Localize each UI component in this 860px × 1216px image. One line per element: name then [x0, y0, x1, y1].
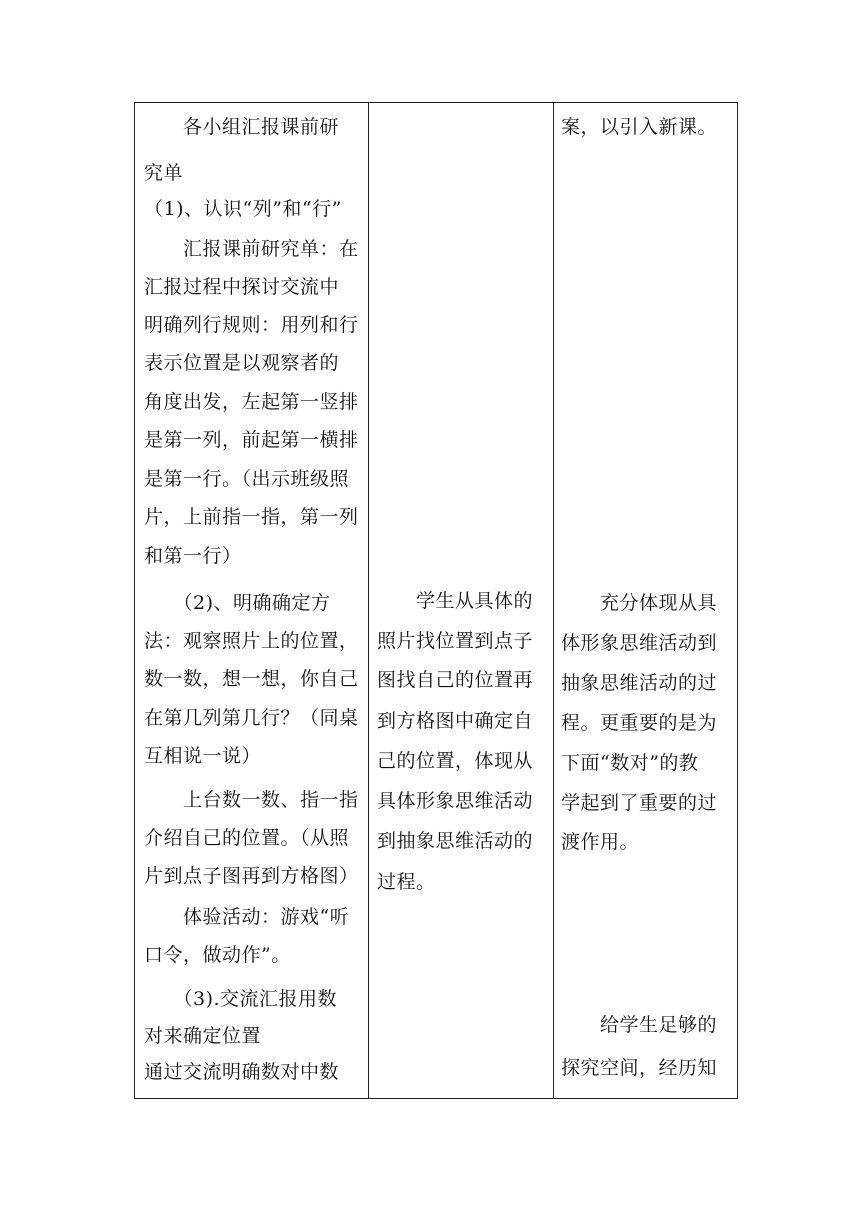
text-line: 具体形象思维活动 — [377, 790, 534, 812]
text-line: 体验活动：游戏“听 — [144, 906, 350, 928]
text-line: 法：观察照片上的位置， — [144, 630, 359, 652]
text-line: 程。更重要的是为 — [561, 712, 718, 734]
text-line: 学生从具体的 — [377, 590, 534, 612]
text-line: （3).交流汇报用数 — [144, 988, 338, 1010]
text-line: 汇报课前研究单：在 — [144, 238, 359, 260]
text-line: 和第一行） — [144, 545, 242, 567]
text-line: 究单 — [144, 162, 184, 184]
text-line: 对来确定位置 — [144, 1025, 262, 1047]
text-line: 到抽象思维活动的 — [377, 830, 534, 852]
text-line: 角度出发，左起第一竖排 — [144, 391, 359, 413]
text-line: 各小组汇报课前研 — [144, 116, 340, 138]
text-line: 通过交流明确数对中数 — [144, 1061, 340, 1083]
text-line: 己的位置，体现从 — [377, 750, 534, 772]
text-line: 探究空间，经历知 — [561, 1057, 718, 1079]
column-divider-1 — [368, 103, 369, 1098]
text-line: 互相说一说） — [144, 745, 262, 767]
text-line: 口令，做动作”。 — [144, 944, 291, 966]
text-line: 学起到了重要的过 — [561, 792, 718, 814]
text-line: 照片找位置到点子 — [377, 630, 534, 652]
text-line: 给学生足够的 — [561, 1014, 718, 1036]
text-line: 图找自己的位置再 — [377, 669, 534, 691]
text-line: 数一数，想一想，你自己 — [144, 668, 359, 690]
text-line: 过程。 — [377, 871, 436, 893]
text-line: 是第一列，前起第一横排 — [144, 429, 359, 451]
text-line: 在第几列第几行？（同桌 — [144, 707, 359, 729]
text-line: 表示位置是以观察者的 — [144, 352, 340, 374]
text-line: 案，以引入新课。 — [561, 116, 718, 138]
text-line: （1)、认识“列”和“行” — [144, 198, 342, 220]
text-line: 下面“数对”的教 — [561, 752, 699, 774]
text-line: 渡作用。 — [561, 831, 640, 853]
text-line: 片到点子图再到方格图） — [144, 865, 359, 887]
text-line: 抽象思维活动的过 — [561, 672, 718, 694]
text-line: 上台数一数、指一指 — [144, 789, 359, 811]
text-line: 充分体现从具 — [561, 592, 718, 614]
text-line: 体形象思维活动到 — [561, 632, 718, 654]
text-line: 是第一行。（出示班级照 — [144, 468, 350, 490]
text-line: 到方格图中确定自 — [377, 710, 534, 732]
text-line: 汇报过程中探讨交流中 — [144, 276, 340, 298]
text-line: 明确列行规则：用列和行 — [144, 314, 359, 336]
column-divider-2 — [553, 103, 554, 1098]
text-line: 介绍自己的位置。（从照 — [144, 827, 350, 849]
text-line: （2)、明确确定方 — [144, 592, 331, 614]
text-line: 片，上前指一指，第一列 — [144, 506, 359, 528]
